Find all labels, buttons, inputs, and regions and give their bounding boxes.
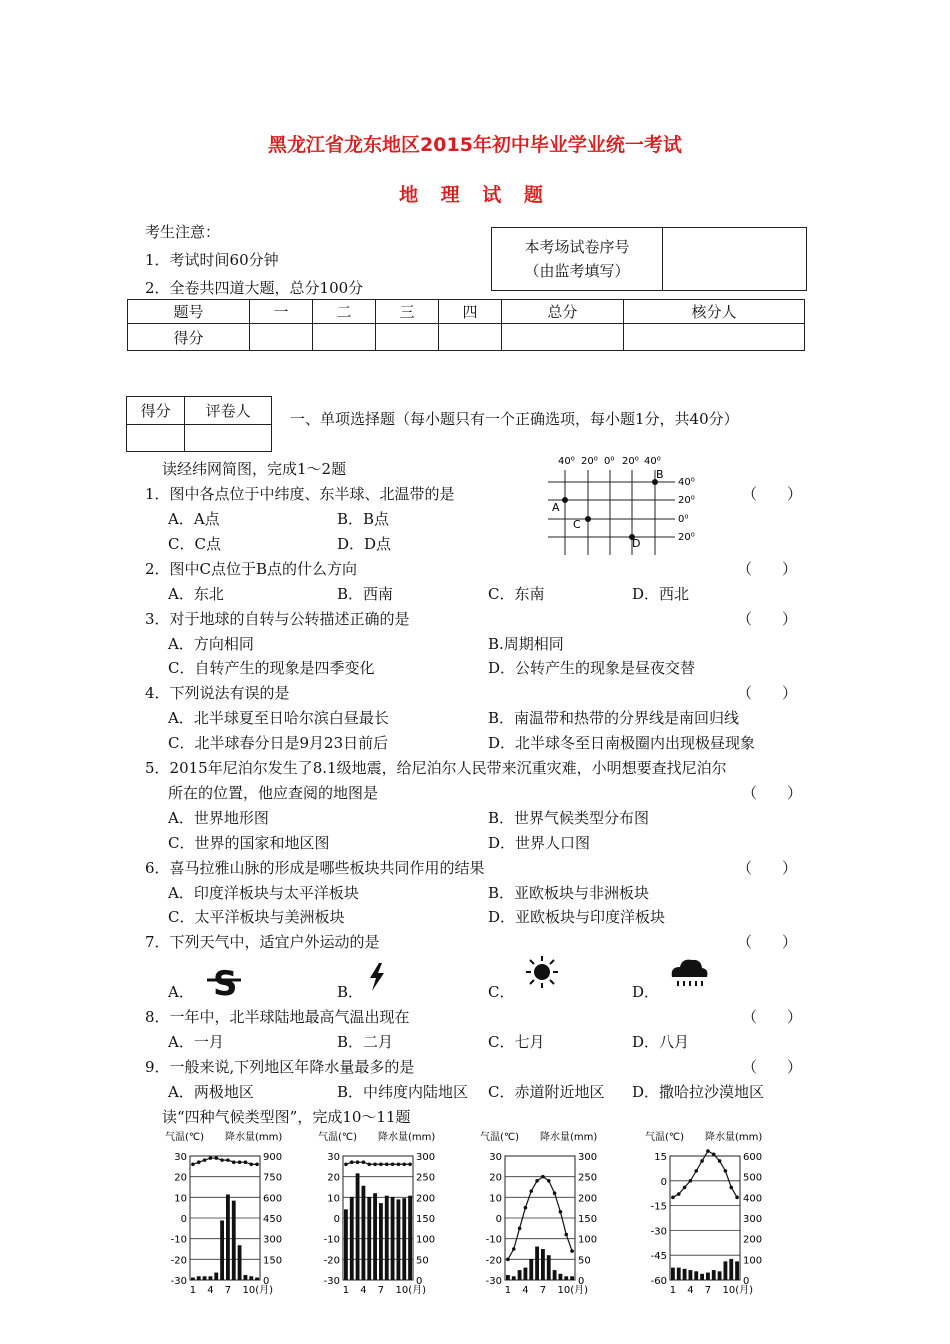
climate-chart-4 [645, 1126, 790, 1296]
answer-blank[interactable]: （ ） [737, 560, 798, 578]
precip-bar [535, 1247, 539, 1280]
section-heading: 一、单项选择题（每小题只有一个正确选项，每小题1分，共40分） [290, 410, 739, 428]
temp-tick-label: -15 [650, 1201, 667, 1213]
option[interactable]: D．亚欧板块与印度洋板块 [488, 908, 666, 926]
month-tick-label: 10(月) [557, 1285, 589, 1296]
temp-tick-label: 10 [174, 1193, 187, 1205]
month-tick-label: 1 [504, 1285, 512, 1296]
month-tick-label: 7 [704, 1285, 712, 1296]
precip-axis-label: 降水量(mm) [705, 1132, 763, 1143]
precip-bar [350, 1197, 354, 1280]
temp-tick-label: 30 [489, 1152, 502, 1163]
option[interactable]: C．北半球春分日是9月23日前后 [168, 734, 389, 752]
month-tick-label: 4 [360, 1285, 367, 1296]
month-tick-label: 1 [189, 1285, 197, 1296]
month-tick-label: 7 [224, 1285, 232, 1296]
temp-point [244, 1160, 248, 1164]
temp-point [535, 1179, 539, 1183]
point-c [585, 516, 591, 522]
option[interactable]: B． [337, 983, 364, 1001]
precip-tick-label: 200 [578, 1193, 598, 1205]
option[interactable]: B．二月 [337, 1033, 394, 1051]
precip-tick-label: 50 [416, 1255, 429, 1267]
precip-tick-label: 50 [578, 1255, 591, 1267]
precip-bar [220, 1220, 224, 1280]
temp-point [232, 1160, 236, 1164]
temp-point [559, 1210, 563, 1214]
precip-bar [518, 1270, 522, 1280]
temp-tick-label: -10 [323, 1234, 340, 1246]
precip-bar [238, 1245, 242, 1280]
option[interactable]: B．世界气候类型分布图 [488, 809, 650, 827]
option[interactable]: D．八月 [632, 1033, 690, 1051]
precip-tick-label: 300 [743, 1214, 763, 1225]
option[interactable]: A．东北 [168, 585, 224, 603]
temp-point [541, 1175, 545, 1179]
precip-tick-label: 200 [416, 1193, 436, 1205]
temp-tick-label: -20 [323, 1255, 340, 1267]
temp-point [402, 1162, 406, 1166]
sunny-icon [525, 955, 559, 989]
temp-tick-label: -30 [650, 1226, 667, 1238]
temp-axis-label: 气温(℃) [480, 1132, 520, 1143]
serial-input[interactable] [663, 228, 807, 291]
climate-chart-3 [480, 1126, 625, 1296]
temp-point [249, 1162, 253, 1166]
precip-bar [214, 1273, 218, 1280]
precip-bar [718, 1271, 722, 1280]
temp-axis-label: 气温(℃) [318, 1132, 358, 1143]
option[interactable]: A．世界地形图 [168, 809, 269, 827]
precip-tick-label: 600 [263, 1193, 283, 1205]
grid-top-label: 40⁰ [644, 456, 661, 467]
option[interactable]: D．D点 [337, 535, 392, 553]
option[interactable]: D．北半球冬至日南极圈内出现极昼现象 [488, 734, 756, 752]
temp-tick-label: 30 [327, 1152, 340, 1163]
precip-tick-label: 250 [578, 1172, 598, 1184]
answer-blank[interactable]: （ ） [737, 859, 798, 877]
temp-point [689, 1179, 693, 1183]
precip-bar [367, 1197, 371, 1280]
month-tick-label: 10(月) [722, 1285, 754, 1296]
option[interactable]: A．北半球夏至日哈尔滨白昼最长 [168, 709, 389, 727]
question-stem: 4．下列说法有误的是 [145, 684, 290, 702]
month-tick-label: 7 [539, 1285, 547, 1296]
temp-tick-label: -10 [485, 1234, 502, 1246]
temp-point [379, 1162, 383, 1166]
temp-point [683, 1186, 687, 1190]
point-c-label: C [573, 518, 581, 531]
score-cell[interactable] [501, 324, 623, 351]
precip-tick-label: 300 [263, 1234, 283, 1246]
score-header: 核分人 [623, 300, 804, 324]
thunder-icon [366, 962, 388, 992]
temp-point [220, 1158, 224, 1162]
temp-point [255, 1162, 259, 1166]
temp-point [373, 1162, 377, 1166]
grader-label: 评卷人 [185, 397, 272, 425]
grid-right-label: 20⁰ [678, 495, 695, 506]
temp-line [346, 1162, 410, 1164]
option[interactable]: B．亚欧板块与非洲板块 [488, 884, 650, 902]
serial-label: 本考场试卷序号 [524, 238, 630, 256]
temp-tick-label: 15 [654, 1152, 667, 1163]
grader-score-cell[interactable] [127, 425, 185, 452]
precip-tick-label: 900 [263, 1152, 283, 1163]
precip-bar [249, 1276, 253, 1280]
notice-item: 2．全卷共四道大题，总分100分 [145, 279, 364, 297]
option[interactable]: A．方向相同 [168, 635, 254, 653]
option[interactable]: A．A点 [168, 510, 220, 528]
precip-tick-label: 250 [416, 1172, 436, 1184]
answer-blank[interactable]: （ ） [737, 684, 798, 702]
option[interactable]: C．太平洋板块与美洲板块 [168, 908, 345, 926]
precip-tick-label: 100 [578, 1234, 598, 1246]
temp-point [729, 1186, 733, 1190]
temp-point [506, 1258, 510, 1262]
precip-bar [191, 1278, 195, 1280]
question-stem: 1．图中各点位于中纬度、东半球、北温带的是 [145, 485, 455, 503]
precip-tick-label: 500 [743, 1172, 763, 1184]
temp-point [362, 1160, 366, 1164]
intro-text: 读“四种气候类型图”，完成10～11题 [162, 1108, 411, 1126]
option[interactable]: C． [488, 983, 515, 1001]
precip-tick-label: 600 [743, 1152, 763, 1163]
score-cell[interactable] [312, 324, 375, 351]
option[interactable]: A．一月 [168, 1033, 224, 1051]
month-tick-label: 4 [207, 1285, 214, 1296]
precip-tick-label: 400 [743, 1193, 763, 1205]
temp-tick-label: 20 [489, 1172, 502, 1184]
temp-point [397, 1162, 401, 1166]
notice-heading: 考生注意： [145, 223, 221, 241]
option[interactable]: C．自转产生的现象是四季变化 [168, 659, 375, 677]
temp-point [706, 1149, 710, 1153]
score-cell[interactable] [438, 324, 501, 351]
point-a [562, 497, 568, 503]
precip-bar [379, 1203, 383, 1280]
option[interactable]: B．中纬度内陆地区 [337, 1083, 469, 1101]
grader-score-label: 得分 [127, 397, 185, 425]
precip-bar [356, 1173, 360, 1280]
precip-tick-label: 300 [416, 1152, 436, 1163]
temp-point [408, 1162, 412, 1166]
precip-axis-label: 降水量(mm) [225, 1132, 283, 1143]
precip-bar [524, 1268, 528, 1280]
temp-tick-label: -30 [323, 1276, 340, 1287]
precip-bar [694, 1271, 698, 1280]
temp-tick-label: 0 [660, 1176, 667, 1188]
exam-subtitle: 地 理 试 题 [399, 184, 551, 206]
serial-note: （由监考填写） [524, 262, 630, 280]
temp-tick-label: -45 [650, 1251, 667, 1263]
precip-bar [700, 1274, 704, 1280]
temp-tick-label: -30 [170, 1276, 187, 1287]
temp-tick-label: 20 [327, 1172, 340, 1184]
temp-tick-label: -60 [650, 1276, 667, 1287]
precip-bar [683, 1269, 687, 1280]
precip-axis-label: 降水量(mm) [540, 1132, 598, 1143]
precip-bar [671, 1268, 675, 1280]
precip-tick-label: 0 [743, 1276, 750, 1287]
temp-point [700, 1159, 704, 1163]
precip-bar [529, 1259, 533, 1280]
precip-bar [559, 1274, 563, 1280]
temp-point [547, 1179, 551, 1183]
score-header: 四 [438, 300, 501, 324]
temp-tick-label: -20 [485, 1255, 502, 1267]
precip-axis-label: 降水量(mm) [378, 1132, 436, 1143]
precip-bar [564, 1276, 568, 1280]
grader-name-cell[interactable] [185, 425, 272, 452]
month-tick-label: 1 [669, 1285, 677, 1296]
grid-right-label: 40⁰ [678, 477, 695, 488]
temp-line [193, 1158, 257, 1164]
option[interactable]: B.周期相同 [488, 635, 564, 653]
option[interactable]: D．撒哈拉沙漠地区 [632, 1083, 765, 1101]
precip-bar [512, 1276, 516, 1280]
precip-bar [553, 1270, 557, 1280]
svg-text:S: S [213, 964, 238, 1002]
score-row-label: 得分 [128, 324, 250, 351]
option[interactable]: A．两极地区 [168, 1083, 254, 1101]
exam-title: 黑龙江省龙东地区2015年初中毕业学业统一考试 [268, 134, 682, 156]
point-a-label: A [552, 501, 560, 514]
precip-bar [255, 1278, 259, 1280]
question-stem: 8．一年中，北半球陆地最高气温出现在 [145, 1008, 410, 1026]
precip-bar [541, 1249, 545, 1280]
grid-right-label: 20⁰ [678, 532, 695, 543]
precip-tick-label: 200 [743, 1234, 763, 1246]
temp-point [385, 1162, 389, 1166]
precip-bar [408, 1196, 412, 1280]
option[interactable]: B．西南 [337, 585, 394, 603]
question-stem-cont: 所在的位置，他应查阅的地图是 [168, 784, 379, 802]
temp-point [524, 1206, 528, 1210]
temp-tick-label: -10 [170, 1234, 187, 1246]
temp-tick-label: -30 [485, 1276, 502, 1287]
precip-bar [373, 1193, 377, 1280]
temp-point [564, 1233, 568, 1237]
precip-bar [397, 1199, 401, 1280]
temp-point [712, 1153, 716, 1157]
score-header: 题号 [128, 300, 250, 324]
precip-bar [197, 1276, 201, 1280]
precip-bar [570, 1276, 574, 1280]
temp-tick-label: 0 [180, 1214, 187, 1225]
temp-tick-label: 0 [333, 1214, 340, 1225]
temp-point [367, 1162, 371, 1166]
precip-bar [724, 1261, 728, 1280]
temp-point [203, 1158, 207, 1162]
rain-icon [668, 955, 710, 993]
question-stem: 2．图中C点位于B点的什么方向 [145, 560, 358, 578]
score-header: 三 [375, 300, 438, 324]
temp-point [356, 1160, 360, 1164]
precip-tick-label: 150 [578, 1214, 598, 1225]
precip-bar [209, 1276, 213, 1280]
serial-box [491, 227, 807, 291]
precip-tick-label: 100 [416, 1234, 436, 1246]
precip-bar [232, 1201, 236, 1280]
temp-point [191, 1162, 195, 1166]
month-tick-label: 7 [377, 1285, 385, 1296]
temp-point [718, 1159, 722, 1163]
option[interactable]: A．印度洋板块与太平洋板块 [168, 884, 359, 902]
precip-bar [385, 1196, 389, 1280]
precip-tick-label: 0 [263, 1276, 270, 1287]
grid-top-label: 40⁰ [558, 456, 575, 467]
climate-chart-1 [165, 1126, 310, 1296]
point-d-label: D [632, 537, 641, 550]
temp-tick-label: 30 [174, 1152, 187, 1163]
question-stem: 3．对于地球的自转与公转描述正确的是 [145, 610, 410, 628]
precip-bar [344, 1209, 348, 1280]
month-tick-label: 10(月) [395, 1285, 427, 1296]
precip-tick-label: 450 [263, 1214, 283, 1225]
month-tick-label: 10(月) [242, 1285, 274, 1296]
answer-blank[interactable]: （ ） [742, 1058, 803, 1076]
answer-blank[interactable]: （ ） [737, 610, 798, 628]
option[interactable]: C．赤道附近地区 [488, 1083, 605, 1101]
grid-top-label: 0⁰ [604, 456, 615, 467]
grid-right-label: 0⁰ [678, 514, 689, 525]
sandstorm-icon [205, 960, 245, 1002]
temp-point [214, 1156, 218, 1160]
temp-point [350, 1160, 354, 1164]
option[interactable]: A． [168, 983, 194, 1001]
answer-blank[interactable]: （ ） [742, 784, 803, 802]
temp-point [344, 1162, 348, 1166]
temp-point [735, 1196, 739, 1200]
temp-tick-label: 10 [489, 1193, 502, 1205]
score-cell[interactable] [623, 324, 804, 351]
temp-point [529, 1189, 533, 1193]
precip-tick-label: 750 [263, 1172, 283, 1184]
precip-bar [706, 1273, 710, 1280]
climate-chart-2 [318, 1126, 463, 1296]
temp-tick-label: -20 [170, 1255, 187, 1267]
temp-point [724, 1169, 728, 1173]
temp-point [677, 1192, 681, 1196]
month-tick-label: 4 [687, 1285, 694, 1296]
precip-bar [506, 1275, 510, 1280]
score-header: 二 [312, 300, 375, 324]
precip-bar [244, 1275, 248, 1280]
precip-bar [226, 1194, 230, 1280]
score-header: 一 [250, 300, 313, 324]
option[interactable]: D． [632, 983, 660, 1001]
precip-bar [735, 1261, 739, 1280]
question-stem: 7．下列天气中，适宜户外运动的是 [145, 933, 380, 951]
temp-point [238, 1160, 242, 1164]
temp-point [518, 1227, 522, 1231]
temp-axis-label: 气温(℃) [645, 1132, 685, 1143]
answer-blank[interactable]: （ ） [742, 485, 803, 503]
temp-point [671, 1196, 675, 1200]
precip-tick-label: 0 [416, 1276, 423, 1287]
precip-tick-label: 100 [743, 1255, 763, 1267]
score-cell[interactable] [250, 324, 313, 351]
month-tick-label: 1 [342, 1285, 350, 1296]
temp-point [226, 1158, 230, 1162]
precip-bar [547, 1255, 551, 1280]
temp-point [570, 1249, 574, 1253]
option[interactable]: B．南温带和热带的分界线是南回归线 [488, 709, 740, 727]
option[interactable]: D．世界人口图 [488, 834, 591, 852]
temp-point [512, 1247, 516, 1251]
temp-point [694, 1169, 698, 1173]
option[interactable]: C．东南 [488, 585, 545, 603]
temp-tick-label: 10 [327, 1193, 340, 1205]
answer-blank[interactable]: （ ） [742, 1008, 803, 1026]
precip-bar [402, 1198, 406, 1280]
option[interactable]: B．B点 [337, 510, 390, 528]
temp-point [197, 1160, 201, 1164]
precip-bar [362, 1186, 366, 1280]
question-stem: 9．一般来说,下列地区年降水量最多的是 [145, 1058, 415, 1076]
temp-point [391, 1162, 395, 1166]
notice-item: 1．考试时间60分钟 [145, 251, 279, 269]
temp-tick-label: 0 [495, 1214, 502, 1225]
precip-bar [203, 1276, 207, 1280]
option[interactable]: C．七月 [488, 1033, 545, 1051]
precip-bar [677, 1268, 681, 1280]
temp-tick-label: 20 [174, 1172, 187, 1184]
precip-bar [391, 1197, 395, 1280]
score-header: 总分 [501, 300, 623, 324]
precip-tick-label: 0 [578, 1276, 585, 1287]
question-stem: 5．2015年尼泊尔发生了8.1级地震，给尼泊尔人民带来沉重灾难，小明想要查找尼泊尔 [145, 759, 727, 777]
question-stem: 6．喜马拉雅山脉的形成是哪些板块共同作用的结果 [145, 859, 485, 877]
precip-tick-label: 300 [578, 1152, 598, 1163]
precip-bar [689, 1270, 693, 1280]
precip-tick-label: 150 [263, 1255, 283, 1267]
grader-box [126, 396, 272, 452]
point-b-label: B [656, 468, 664, 481]
month-tick-label: 4 [522, 1285, 529, 1296]
option[interactable]: C．C点 [168, 535, 221, 553]
precip-tick-label: 150 [416, 1214, 436, 1225]
temp-point [553, 1191, 557, 1195]
grid-top-label: 20⁰ [622, 456, 639, 467]
answer-blank[interactable]: （ ） [737, 933, 798, 951]
option[interactable]: C．世界的国家和地区图 [168, 834, 330, 852]
option[interactable]: D．西北 [632, 585, 690, 603]
score-cell[interactable] [375, 324, 438, 351]
temp-line [673, 1151, 737, 1197]
score-table [127, 299, 805, 351]
precip-bar [712, 1270, 716, 1280]
option[interactable]: D．公转产生的现象是昼夜交替 [488, 659, 696, 677]
temp-axis-label: 气温(℃) [165, 1132, 205, 1143]
lat-lon-grid-map [540, 450, 720, 565]
temp-point [209, 1156, 213, 1160]
grid-top-label: 20⁰ [581, 456, 598, 467]
precip-bar [729, 1259, 733, 1280]
intro-text: 读经纬网简图，完成1～2题 [162, 460, 347, 478]
